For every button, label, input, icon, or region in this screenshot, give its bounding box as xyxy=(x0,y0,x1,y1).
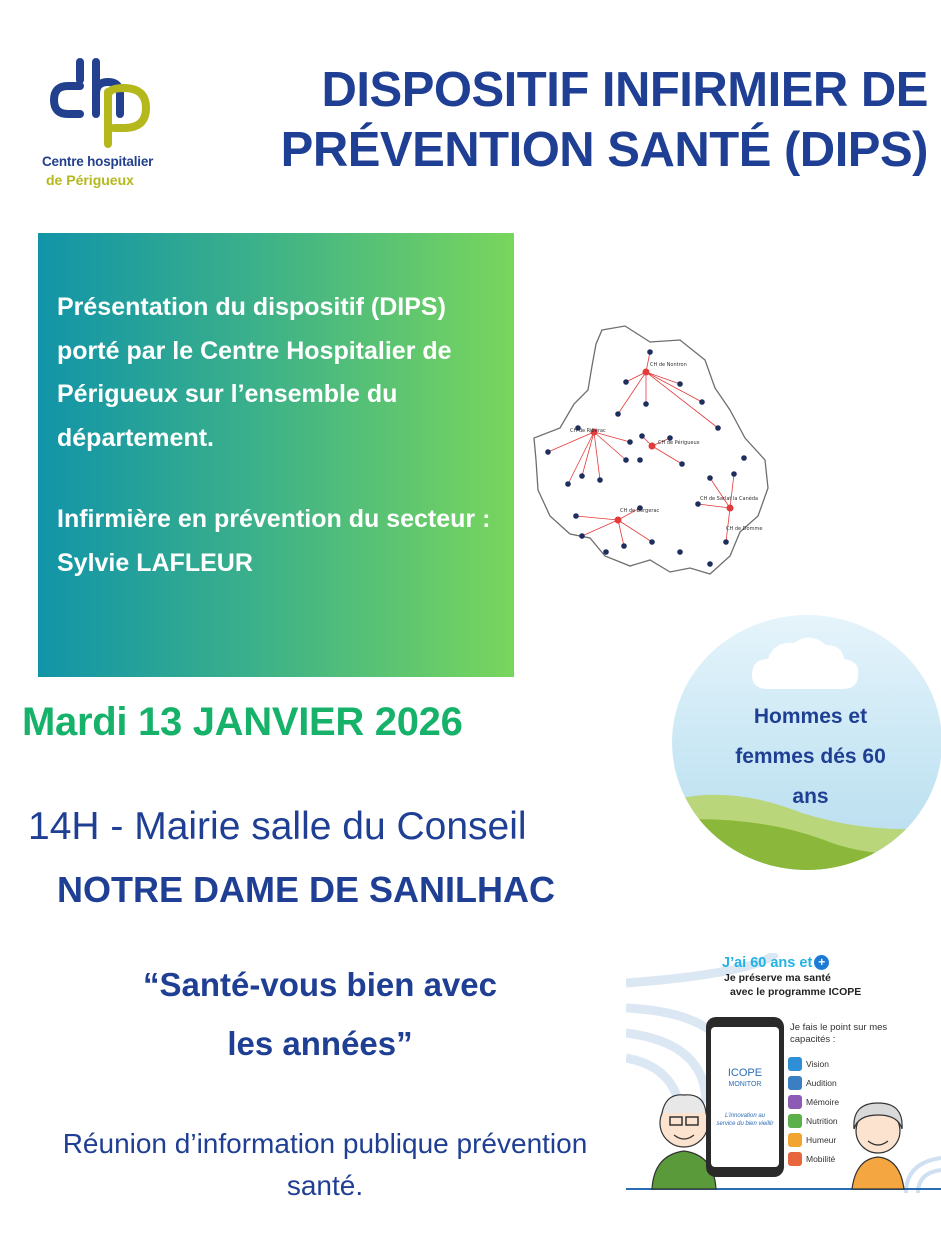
presentation-paragraph: Présentation du dispositif (DIPS) porté par le Centre Hospitalier de Périgueux sur l’ensemble du département. xyxy=(57,293,452,452)
capacity-item xyxy=(788,1149,839,1168)
capacity-label: Nutrition xyxy=(806,1115,838,1126)
icope-subtitle1: Je préserve ma santé xyxy=(724,972,831,984)
capacity-item xyxy=(788,1130,839,1149)
icope-point-text: Je fais le point sur mes capacités : xyxy=(790,1022,888,1045)
map-label-sarlat: CH de Sarlat la Canéda xyxy=(700,496,759,502)
capacity-item xyxy=(788,1092,839,1111)
capacity-label: Humeur xyxy=(806,1134,837,1145)
slogan: “Santé-vous bien avec les années” xyxy=(143,966,497,1062)
icope-subtitle2: avec le programme ICOPE xyxy=(730,986,862,998)
map-drawing xyxy=(530,320,800,590)
map-label-bergerac: CH de Bergerac xyxy=(620,508,660,514)
capacity-item xyxy=(788,1054,839,1073)
walking-icon xyxy=(788,1152,802,1166)
capacity-list xyxy=(788,1054,839,1168)
eye-icon xyxy=(788,1057,802,1071)
meeting-info: Réunion d’information publique prévention santé. xyxy=(62,1128,588,1201)
capacity-label: Mémoire xyxy=(806,1096,840,1107)
logo-text-line2: de Périgueux xyxy=(46,172,134,188)
hospital-logo xyxy=(40,58,160,193)
icope-title xyxy=(722,955,829,971)
icope-title-text: J’ai 60 ans et xyxy=(722,955,813,971)
map-label-perigueux: CH de Périgueux xyxy=(658,440,700,446)
title-line2: PRÉVENTION SANTÉ (DIPS) xyxy=(280,123,928,177)
audience-badge xyxy=(672,615,941,870)
capacity-item xyxy=(788,1073,839,1092)
map-label-nontron: CH de Nontron xyxy=(650,362,687,368)
plus-icon: + xyxy=(814,955,829,970)
brain-icon xyxy=(788,1095,802,1109)
nurse-paragraph: Infirmière en prévention du secteur : Sylvie LAFLEUR xyxy=(57,505,491,577)
event-date: Mardi 13 JANVIER 2026 xyxy=(22,700,463,744)
icope-illustration xyxy=(626,953,941,1193)
phone-title: ICOPE xyxy=(727,1067,763,1079)
phone-illustration xyxy=(706,1017,784,1177)
cloud-icon xyxy=(752,637,858,689)
title-line1: DISPOSITIF INFIRMIER DE xyxy=(321,63,928,117)
audience-text: Hommes et femmes dés 60 ans xyxy=(735,705,886,808)
capacity-item xyxy=(788,1111,839,1130)
capacity-label: Audition xyxy=(806,1077,837,1088)
capacity-label: Vision xyxy=(806,1058,829,1069)
map-label-domme: CH de Domme xyxy=(726,526,763,532)
logo-text-line1: Centre hospitalier xyxy=(42,154,154,169)
map-label-riberac: CH de Ribérac xyxy=(570,428,606,434)
capacity-label: Mobilité xyxy=(806,1153,836,1164)
ear-icon xyxy=(788,1076,802,1090)
event-time-place: 14H - Mairie salle du Conseil xyxy=(28,805,527,848)
phone-caption: L’innovation au service du bien vieillir xyxy=(716,1113,774,1127)
chp-logo-mark-icon xyxy=(46,58,156,153)
page-title xyxy=(168,60,928,180)
apple-icon xyxy=(788,1114,802,1128)
phone-screen xyxy=(711,1027,779,1167)
event-town: NOTRE DAME DE SANILHAC xyxy=(57,869,556,910)
phone-subtitle: MONITOR xyxy=(728,1081,762,1088)
mood-icon xyxy=(788,1133,802,1147)
department-map xyxy=(530,320,800,590)
